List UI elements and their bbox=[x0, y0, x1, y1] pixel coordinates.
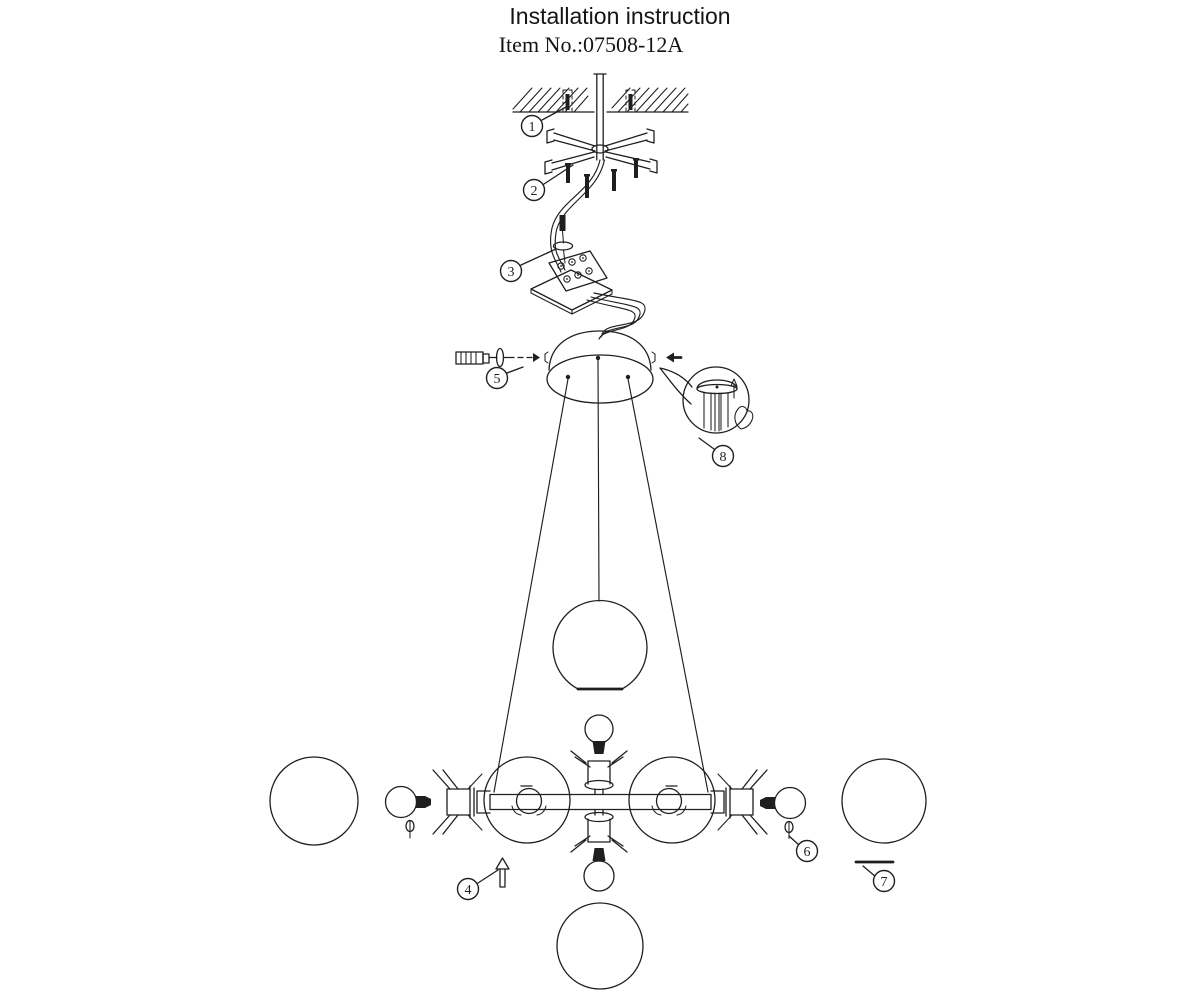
callout-4-number: 4 bbox=[464, 883, 472, 898]
page-title: Installation instruction bbox=[509, 3, 731, 29]
callout-6 bbox=[789, 836, 818, 862]
socket-center-bottom bbox=[571, 810, 627, 853]
callout-8 bbox=[699, 438, 734, 467]
callout-7-number: 7 bbox=[880, 875, 888, 890]
callout-5 bbox=[487, 367, 524, 389]
callout-2 bbox=[524, 165, 574, 201]
ceiling bbox=[513, 88, 688, 112]
bracket-screws bbox=[565, 158, 639, 198]
callout-3 bbox=[501, 249, 557, 282]
callout-8-number: 8 bbox=[719, 450, 727, 465]
callout-1 bbox=[522, 106, 569, 137]
mounting-bracket bbox=[545, 129, 657, 174]
socket-left bbox=[433, 770, 490, 834]
callout-6-number: 6 bbox=[803, 845, 811, 860]
wire-lock-detail-bubble bbox=[660, 367, 753, 433]
callout-2-number: 2 bbox=[530, 184, 538, 199]
callout-3-number: 3 bbox=[507, 265, 515, 280]
bulb-center-top bbox=[585, 715, 613, 754]
callout-5-number: 5 bbox=[493, 372, 501, 387]
callout-1-number: 1 bbox=[528, 120, 536, 135]
terminal-block bbox=[531, 251, 612, 314]
canopy-side-screw bbox=[456, 349, 540, 367]
insert-arrow-right bbox=[666, 353, 681, 363]
suspension-wire-right bbox=[628, 379, 708, 792]
fixture-bar bbox=[490, 795, 711, 810]
globe-middle bbox=[553, 600, 647, 689]
canopy bbox=[545, 331, 655, 403]
globe-left-on-bar bbox=[484, 757, 570, 843]
wall-anchor-right bbox=[626, 90, 635, 112]
bulb-right bbox=[760, 788, 806, 819]
globe-bottom bbox=[557, 903, 643, 989]
socket-center-top bbox=[571, 751, 627, 795]
callout-4 bbox=[458, 870, 499, 900]
bulb-center-bottom bbox=[584, 848, 614, 891]
item-number: Item No.:07508-12A bbox=[498, 32, 684, 57]
bulb-left bbox=[386, 787, 432, 818]
globe-right-outer bbox=[842, 759, 926, 843]
suspension-wire-left bbox=[494, 379, 568, 792]
locking-pin bbox=[496, 858, 509, 887]
callout-7 bbox=[863, 866, 895, 892]
suspension-wire-center bbox=[598, 360, 599, 601]
screw-left bbox=[406, 821, 414, 839]
globe-right-on-bar bbox=[629, 757, 715, 843]
terminal-screw bbox=[554, 215, 573, 263]
mounting-pipe bbox=[594, 74, 606, 160]
globe-left-outer bbox=[270, 757, 358, 845]
socket-right bbox=[711, 770, 767, 834]
suspension-wires bbox=[494, 360, 708, 792]
